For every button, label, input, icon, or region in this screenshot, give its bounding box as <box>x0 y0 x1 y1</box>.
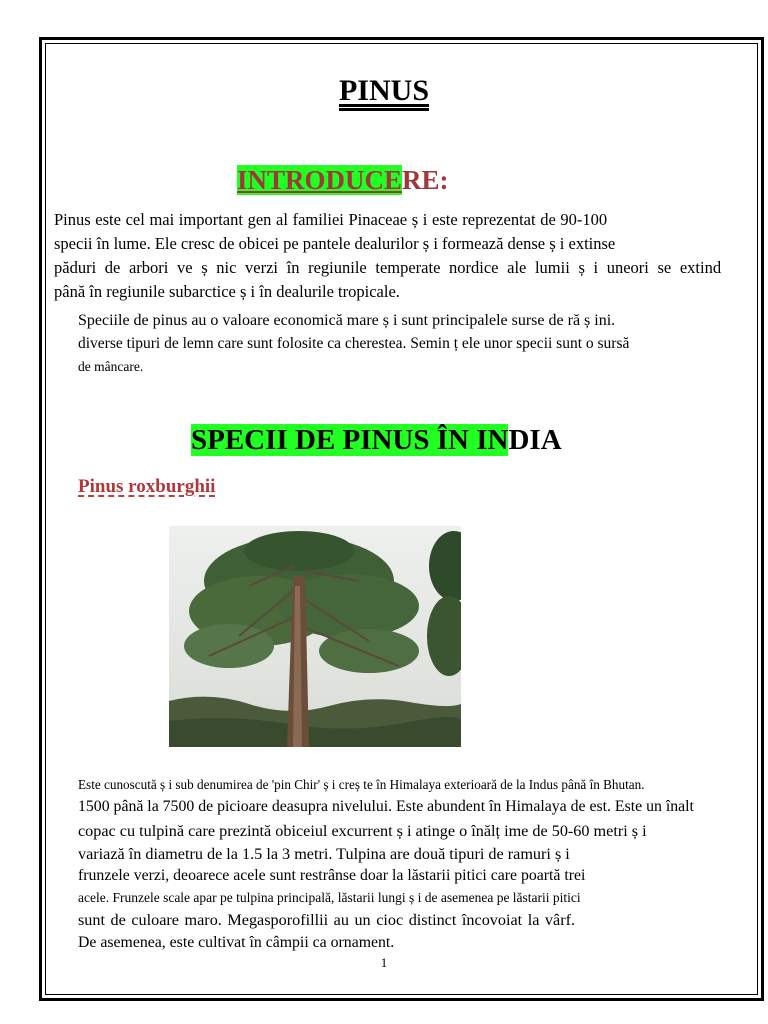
species-heading-highlight: SPECII DE PINUS ÎN IN <box>191 424 509 456</box>
species-section-heading <box>191 424 562 457</box>
description-line: acele. Frunzele scale apar pe tulpina principală, lăstarii lungi ș i de asemenea pe lăstarii pitici <box>78 890 581 905</box>
economic-paragraph-line: de mâncare. <box>78 359 144 374</box>
species-heading-rest: DIA <box>508 424 562 456</box>
page-title: PINUS <box>338 74 429 107</box>
intro-heading <box>237 165 449 196</box>
description-line: frunzele verzi, deoarece acele sunt restrânse doar la lăstarii pitici care poartă trei <box>78 867 586 884</box>
intro-paragraph-line: până în regiunile subarctice ș i în dealurile tropicale. <box>54 282 400 301</box>
page-number: 1 <box>380 955 388 970</box>
intro-paragraph-line: Pinus este cel mai important gen al familiei Pinaceae ș i este reprezentat de 90-100 <box>54 210 608 229</box>
intro-heading-rest: RE: <box>402 165 449 195</box>
species-name: Pinus roxburghii <box>78 476 216 497</box>
description-line: copac cu tulpină care prezintă obiceiul excurrent ș i atinge o înălț ime de 50-60 metri ș i <box>78 822 647 840</box>
intro-paragraph-line: păduri de arbori ve ș nic verzi în regiunile temperate nordice ale lumii ș i uneori se extind <box>54 258 722 277</box>
description-line: variază în diametru de la 1.5 la 3 metri. Tulpina are două tipuri de ramuri ș i <box>78 845 570 863</box>
economic-paragraph-line: Speciile de pinus au o valoare economică mare ș i sunt principalele surse de ră ș ini. <box>78 312 616 329</box>
description-line: Este cunoscută ș i sub denumirea de 'pin Chir' ș i creș te în Himalaya exterioară de la Indus până în Bhutan. <box>78 777 645 792</box>
intro-heading-highlight: INTRODUCE <box>237 165 403 195</box>
description-line: De asemenea, este cultivat în câmpii ca ornament. <box>78 934 395 951</box>
intro-paragraph-line: specii în lume. Ele cresc de obicei pe pantele dealurilor ș i formează dense ș i extinse <box>54 234 616 253</box>
description-line: 1500 până la 7500 de picioare deasupra nivelului. Este abundent în Himalaya de est. Este un înalt <box>78 798 694 815</box>
economic-paragraph-line: diverse tipuri de lemn care sunt folosite ca cherestea. Semin ț ele unor specii sunt o sursă <box>78 335 630 352</box>
description-line: sunt de culoare maro. Megasporofillii au un cioc distinct încovoiat la vârf. <box>78 911 576 929</box>
pine-tree-photo <box>169 526 461 747</box>
